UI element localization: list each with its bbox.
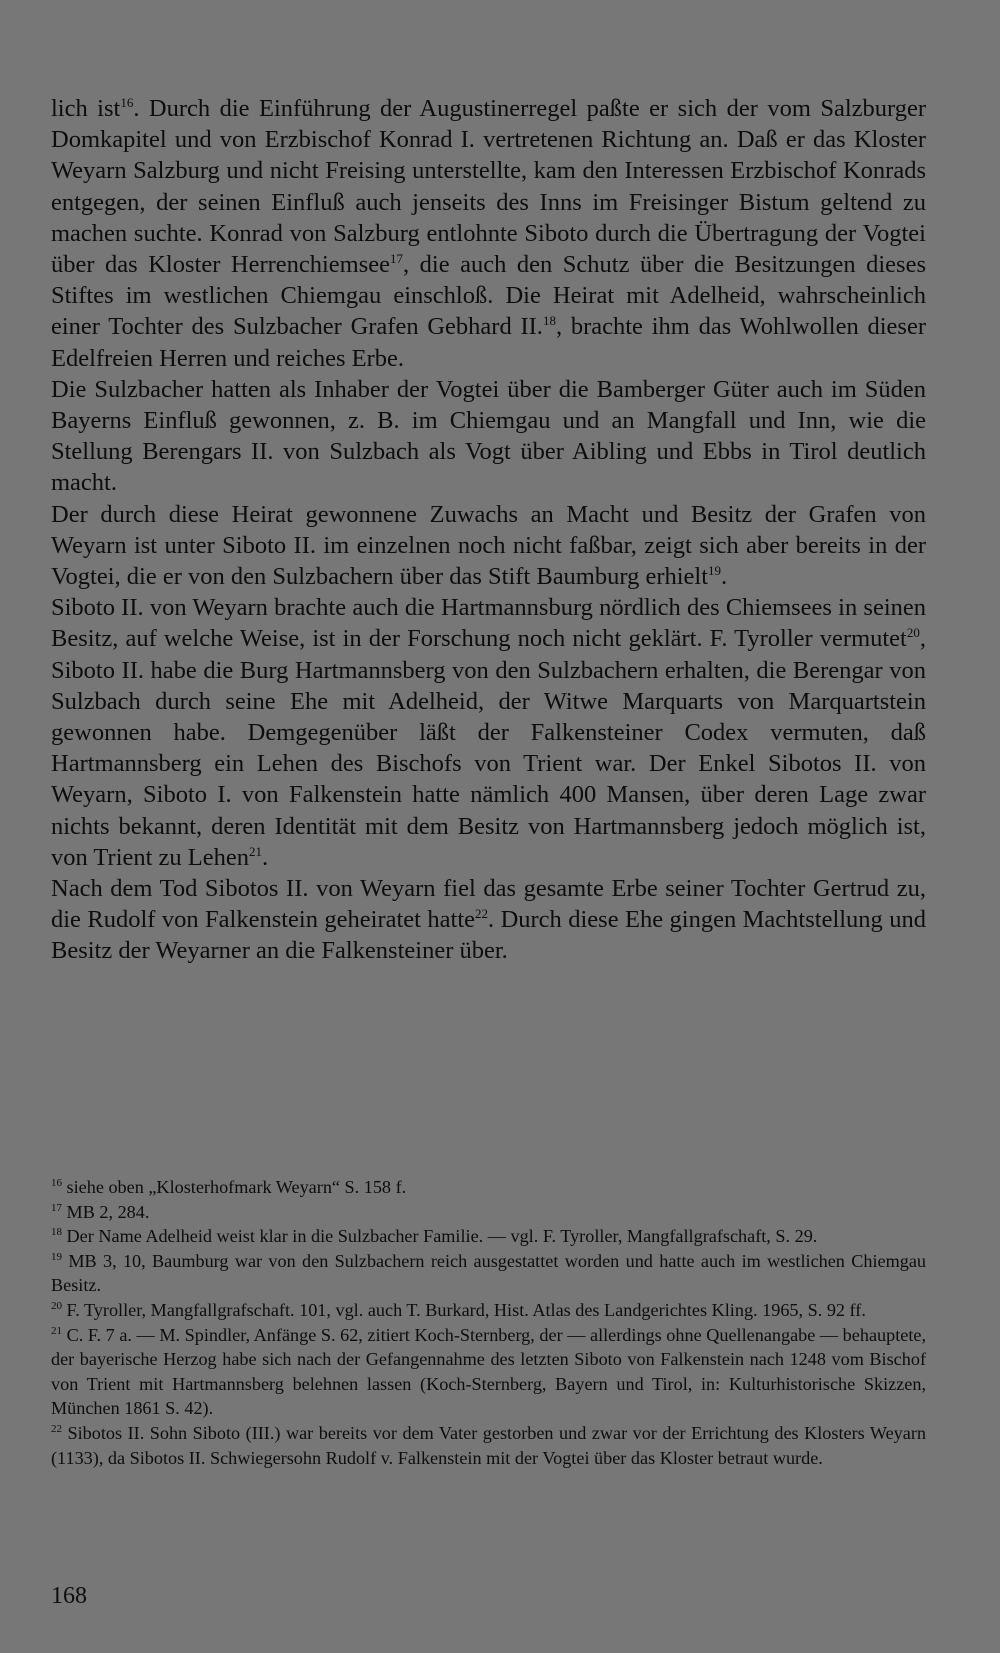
footnote-ref: 16 (120, 95, 134, 110)
footnote-text: Der Name Adelheid weist klar in die Sulzbacher Familie. — vgl. F. Tyroller, Mangfallgrafschaft, S. 29. (62, 1226, 818, 1247)
text-run: Siboto II. von Weyarn brachte auch die Hartmannsburg nördlich des Chiemsees in seinen Besitz, auf welche Weise, ist in der Forschung noch nicht geklärt. F. Tyroller vermutet (51, 594, 926, 653)
text-run: Nach dem Tod Sibotos II. von Weyarn fiel das gesamte Erbe seiner Tochter Gertrud zu, die Rudolf von Falkenstein geheiratet hatte (51, 875, 926, 934)
footnote (51, 1323, 926, 1421)
text-run: . (721, 563, 728, 591)
footnote-number: 17 (51, 1201, 62, 1214)
text-run: , Siboto II. habe die Burg Hartmannsberg von den Sulzbachern erhalten, die Berengar von Sulzbach durch seine Ehe mit Adelheid, der Witwe Marquarts von Marquartstein gewonnen habe. Demgegenüber läßt der Falkensteiner Codex vermuten, daß Hartmannsberg ein Lehen des Bischofs von Trient war. Der Enkel Sibotos II. von Weyarn, Siboto I. von Falkenstein hatte nämlich 400 Mansen, über deren Lage zwar nichts bekannt, deren Identität mit dem Besitz von Hartmannsberg jedoch möglich ist, von Trient zu Lehen (51, 625, 926, 871)
paragraph (51, 873, 926, 967)
footnote-text: C. F. 7 a. — M. Spindler, Anfänge S. 62, zitiert Koch-Sternberg, der — allerdings ohne Quellenangabe — behauptete, der bayerische Herzog habe sich nach der Gefangennahme des letzten Siboto von Falkenstein nach 1248 vom Bischof von Trient mit Hartmannsberg belehnen lassen (Koch-Sternberg, Bayern und Tirol, in: Kulturhistorische Skizzen, München 1861 S. 42). (51, 1324, 926, 1419)
footnote-number: 20 (51, 1299, 62, 1312)
footnote (51, 1200, 926, 1225)
text-run: lich ist (51, 95, 121, 122)
footnote-number: 16 (51, 1177, 62, 1189)
footnote-ref: 17 (390, 251, 404, 267)
footnote-ref: 21 (249, 843, 263, 859)
footnote-text: siehe oben „Klosterhofmark Weyarn“ S. 158 f. (62, 1177, 407, 1197)
footnote-ref: 19 (708, 563, 722, 579)
footnote-text: MB 3, 10, Baumburg war von den Sulzbachern reich ausgestattet worden und hatte auch im westlichen Chiemgau Besitz. (51, 1250, 926, 1296)
paragraph (51, 499, 926, 593)
text-run: Der durch diese Heirat gewonnene Zuwachs an Macht und Besitz der Grafen von Weyarn ist unter Siboto II. im einzelnen noch nicht faßbar, zeigt sich aber bereits in der Vogtei, die er von den Sulzbachern über das Stift Baumburg erhielt (51, 500, 926, 591)
text-run: . Durch diese Ehe gingen Machtstellung und Besitz der Weyarner an die Falkensteiner über. (51, 906, 926, 965)
paragraph (51, 592, 926, 873)
text-run: Die Sulzbacher hatten als Inhaber der Vogtei über die Bamberger Güter auch im Süden Bayerns Einfluß gewonnen, z. B. im Chiemgau und an Mangfall und Inn, wie die Stellung Berengars II. von Sulzbach als Vogt über Aibling und Ebbs in Tirol deutlich macht. (51, 375, 926, 497)
footnote (51, 1421, 926, 1470)
footnote-ref: 22 (475, 906, 489, 922)
text-run: . Durch die Einführung der Augustinerregel paßte er sich der vom Salzburger Domkapitel und von Erzbischof Konrad I. vertretenen Richtung an. Daß er das Kloster Weyarn Salzburg und nicht Freising unterstellte, kam den Interessen Erzbischof Konrads entgegen, der seinen Einfluß auch jenseits des Inns im Freisinger Bistum geltend zu machen suchte. Konrad von Salzburg entlohnte Siboto durch die Übertragung der Vogtei über das Kloster Herrenchiemsee (51, 95, 927, 279)
footnote-number: 21 (51, 1324, 62, 1337)
footnote-ref: 18 (542, 313, 556, 329)
text-run: , brachte ihm das Wohlwollen dieser Edelfreien Herren und reiches Erbe. (51, 313, 926, 372)
footnote (51, 1175, 926, 1200)
footnote-text: F. Tyroller, Mangfallgrafschaft. 101, vgl. auch T. Burkard, Hist. Atlas des Landgerichtes Kling. 1965, S. 92 ff. (62, 1299, 866, 1320)
paragraph (51, 93, 926, 374)
footnote-text: Sibotos II. Sohn Siboto (III.) war bereits vor dem Vater gestorben und zwar vor der Errichtung des Klosters Weyarn (1133), da Sibotos II. Schwiegersohn Rudolf v. Falkenstein mit der Vogtei über das Kloster betraut wurde. (51, 1422, 926, 1468)
page-number: 168 (51, 1583, 87, 1609)
text-run: . (262, 843, 269, 871)
text-run: , die auch den Schutz über die Besitzungen dieses Stiftes im westlichen Chiemgau einschloß. Die Heirat mit Adelheid, wahrscheinlich einer Tochter des Sulzbacher Grafen Gebhard II. (51, 251, 926, 341)
footnote (51, 1224, 926, 1249)
footnote-number: 18 (51, 1226, 62, 1239)
footnote-text: MB 2, 284. (62, 1201, 150, 1222)
footnote-number: 22 (51, 1422, 62, 1435)
footnote (51, 1249, 926, 1298)
main-text (51, 93, 926, 967)
footnotes (51, 1175, 926, 1470)
paragraph (51, 374, 926, 499)
footnote (51, 1298, 926, 1323)
footnote-number: 19 (51, 1250, 62, 1263)
footnote-ref: 20 (906, 625, 920, 641)
